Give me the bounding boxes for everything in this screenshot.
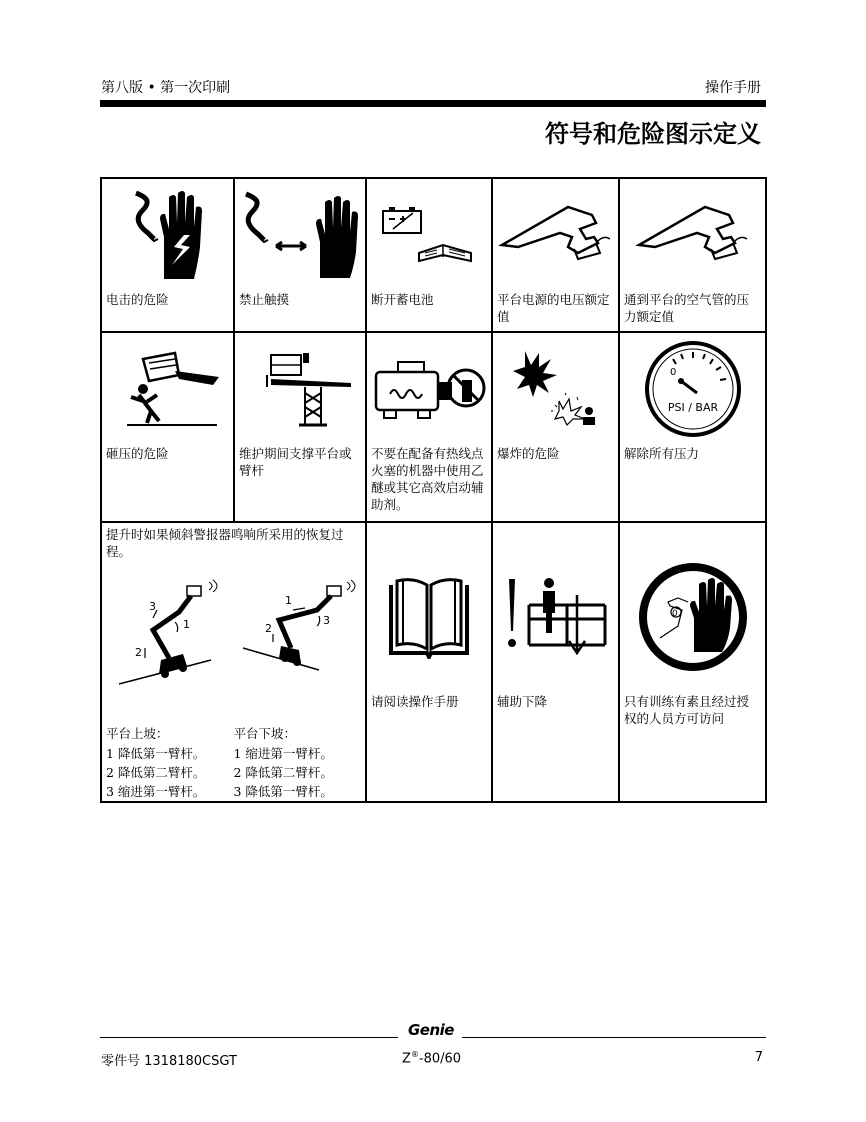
symbols-table: [100, 177, 767, 803]
footer-rule: [100, 1037, 398, 1038]
figure-number: 3: [323, 614, 331, 627]
battery-manual-icon: [379, 205, 479, 265]
platform-air-pressure-icon: [635, 197, 751, 273]
symbol-caption: 请阅读操作手册: [371, 694, 459, 709]
zero-label: 0: [671, 609, 678, 619]
symbol-caption: 砸压的危险: [106, 446, 169, 461]
symbol-cell: [366, 178, 492, 332]
recovery-cell: [101, 522, 366, 802]
uphill-steps: [106, 724, 234, 801]
support-boom-icon: [245, 349, 355, 429]
symbol-caption: 辅助下降: [497, 694, 548, 709]
platform-voltage-icon: [498, 197, 614, 273]
header-manual: 操作手册: [705, 80, 761, 96]
symbol-cell: [366, 332, 492, 522]
downhill-steps: [234, 724, 362, 801]
symbol-cell: [619, 178, 766, 332]
gauge-zero: 0: [669, 367, 676, 378]
symbol-cell: [619, 522, 766, 802]
no-starting-aid-icon: [370, 354, 488, 424]
page-title: 符号和危险图示定义: [545, 120, 761, 148]
symbol-caption: 电击的危险: [106, 292, 169, 307]
symbol-cell: [101, 178, 234, 332]
uphill-step: 2 降低第二臂杆。: [106, 765, 206, 780]
uphill-recovery-icon: [113, 574, 223, 694]
symbol-caption: 维护期间支撑平台或臂杆: [239, 446, 352, 478]
symbol-cell: [366, 522, 492, 802]
header-rule: [100, 100, 766, 107]
symbol-caption: 爆炸的危险: [497, 446, 560, 461]
symbol-cell: [101, 332, 234, 522]
downhill-recovery-icon: [239, 574, 359, 694]
symbol-cell: [492, 332, 619, 522]
explosion-hazard-icon: [511, 349, 601, 429]
figure-number: 2: [265, 622, 273, 635]
crushing-hazard-icon: [113, 349, 223, 429]
uphill-step: 1 降低第一臂杆。: [106, 746, 206, 761]
genie-logo: Genie: [408, 1021, 454, 1039]
gauge-label: PSI / BAR: [667, 401, 718, 414]
symbol-cell: [234, 178, 366, 332]
page-number: 7: [754, 1050, 763, 1065]
uphill-head: 平台上坡：: [106, 726, 169, 741]
model-name: Z®-80/60: [402, 1050, 462, 1067]
electrocution-hand-icon: [128, 187, 208, 283]
figure-number: 1: [285, 594, 293, 607]
symbol-caption: 不要在配备有热线点火塞的机器中使用乙醚或其它高效启动辅助剂。: [371, 446, 484, 512]
downhill-step: 2 降低第二臂杆。: [233, 765, 333, 780]
symbol-cell: [492, 522, 619, 802]
symbol-caption: 只有训练有素且经过授权的人员方可访问: [624, 694, 750, 726]
symbol-cell: [234, 332, 366, 522]
downhill-head: 平台下坡：: [233, 726, 297, 741]
figure-number: 3: [148, 600, 156, 613]
symbol-caption: 平台电源的电压额定值: [497, 292, 610, 324]
symbol-caption: 通到平台的空气管的压力额定值: [624, 292, 750, 324]
recovery-intro: 提升时如果倾斜警报器鸣响所采用的恢复过程。: [106, 527, 344, 559]
uphill-step: 3 缩进第一臂杆。: [106, 784, 206, 799]
footer-rule: [462, 1037, 766, 1038]
symbol-caption: 解除所有压力: [624, 446, 700, 461]
auxiliary-lowering-icon: [501, 575, 611, 659]
downhill-step: 3 降低第一臂杆。: [233, 784, 333, 799]
no-touch-hand-icon: [240, 190, 360, 280]
figure-number: 2: [134, 646, 142, 659]
read-manual-icon: [387, 575, 471, 659]
symbol-cell: [619, 332, 766, 522]
symbol-cell: [492, 178, 619, 332]
symbol-caption: 断开蓄电池: [371, 292, 434, 307]
figure-number: 1: [182, 618, 190, 631]
pressure-gauge-icon: [643, 339, 743, 439]
header-edition: 第八版 • 第一次印刷: [101, 80, 231, 96]
downhill-step: 1 缩进第一臂杆。: [233, 746, 333, 761]
authorized-only-icon: [638, 562, 748, 672]
symbol-caption: 禁止触摸: [239, 292, 290, 307]
part-number: 零件号 1318180CSGT: [101, 1054, 237, 1069]
